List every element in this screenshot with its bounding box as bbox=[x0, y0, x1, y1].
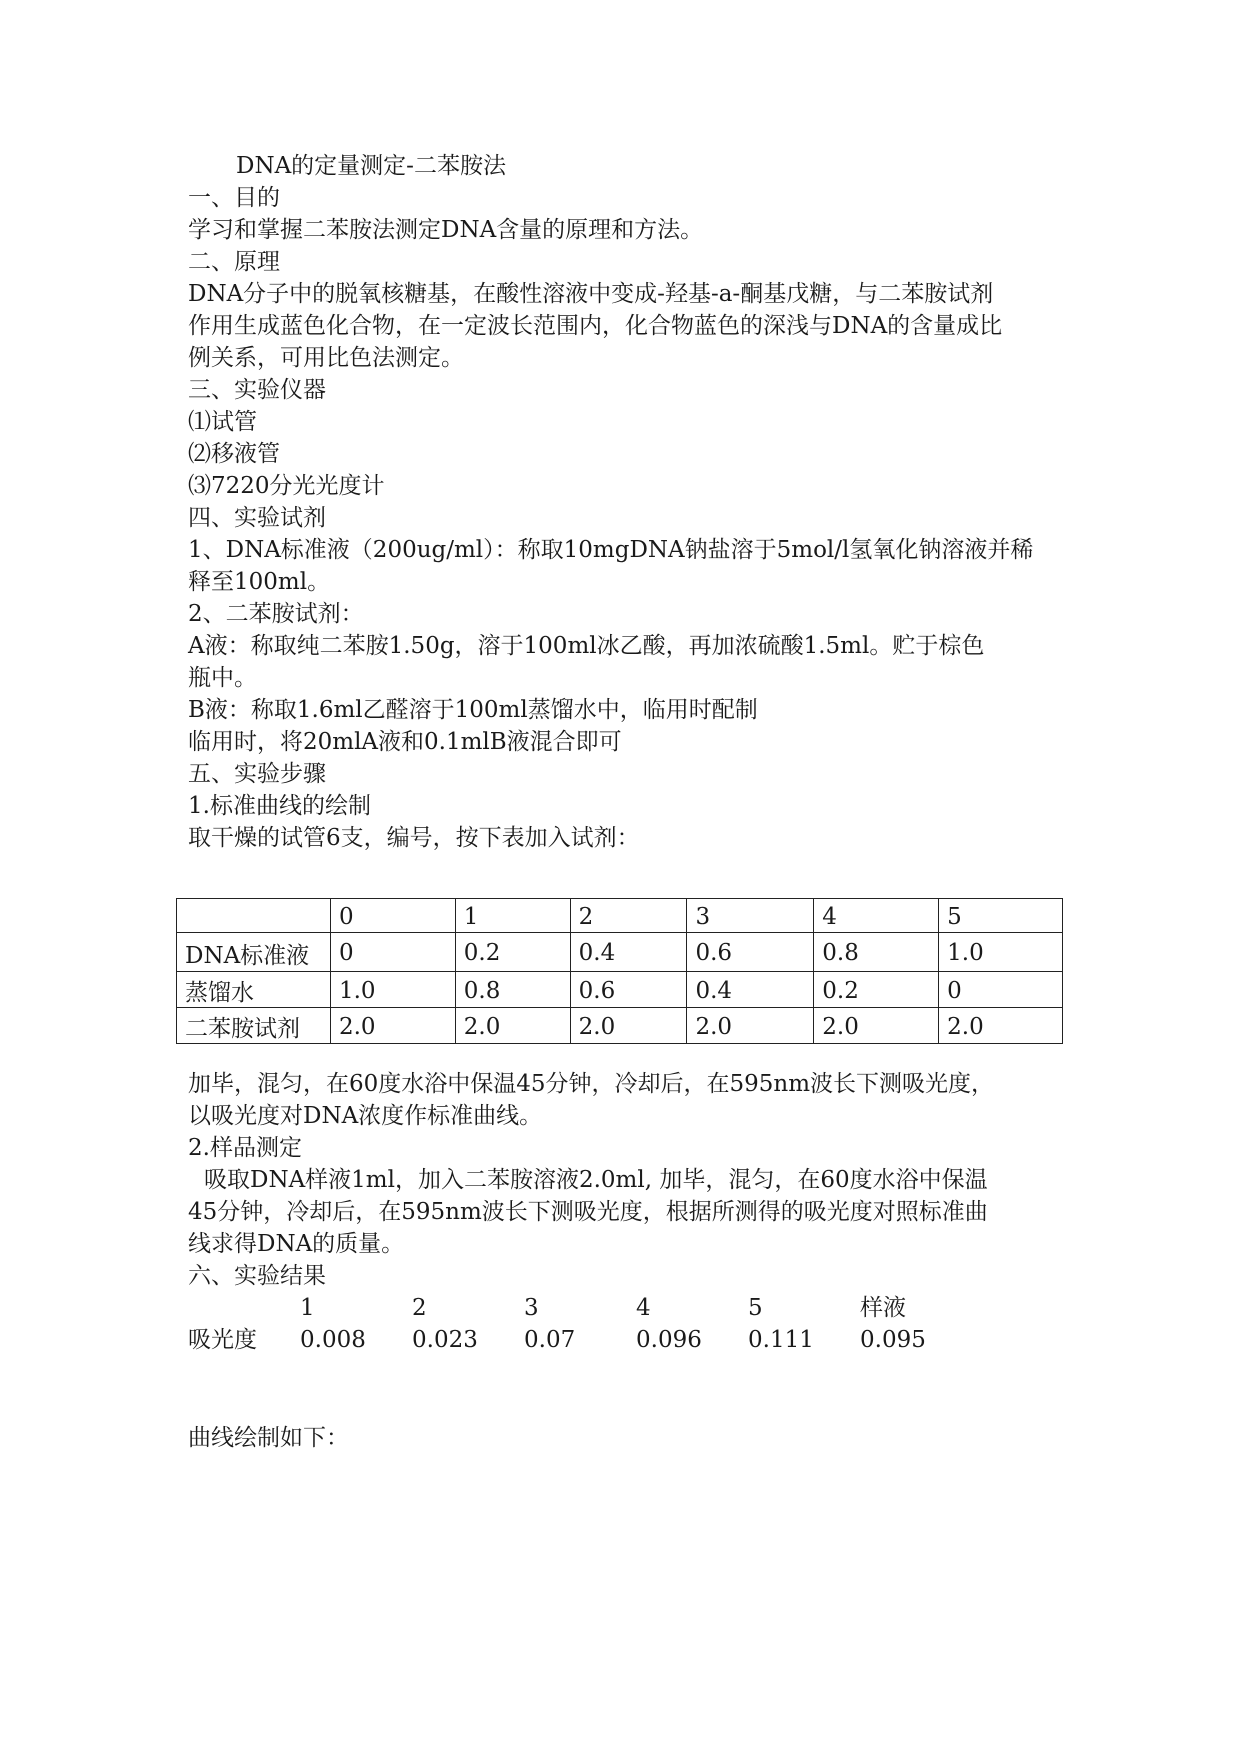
table-cell: 0.2 bbox=[814, 972, 939, 1008]
table-cell: 1.0 bbox=[330, 972, 455, 1008]
results-header-cell: 2 bbox=[412, 1295, 427, 1321]
after-table-line-1: 加毕，混匀，在60度水浴中保温45分钟，冷却后，在595nm波长下测吸光度， bbox=[188, 1071, 995, 1097]
section-heading-reagents: 四、实验试剂 bbox=[188, 505, 326, 531]
results-value-cell: 0.111 bbox=[748, 1327, 814, 1353]
table-cell: 2.0 bbox=[814, 1008, 939, 1044]
table-cell: DNA标准液 bbox=[177, 933, 331, 972]
mixing-text: 临用时，将20mlA液和0.1mlB液混合即可 bbox=[188, 729, 622, 755]
results-header-cell: 样液 bbox=[860, 1295, 906, 1321]
reagent-table bbox=[176, 898, 1063, 1044]
table-cell: 0.8 bbox=[455, 972, 570, 1008]
section-heading-principle: 二、原理 bbox=[188, 249, 280, 275]
table-cell: 5 bbox=[939, 899, 1063, 933]
table-row bbox=[177, 1008, 1063, 1044]
section-heading-instruments: 三、实验仪器 bbox=[188, 377, 326, 403]
table-cell: 0 bbox=[330, 899, 455, 933]
results-value-row bbox=[188, 1324, 1008, 1356]
results-row-label: 吸光度 bbox=[188, 1327, 257, 1353]
table-cell: 1.0 bbox=[939, 933, 1063, 972]
principle-line-2: 作用生成蓝色化合物，在一定波长范围内，化合物蓝色的深浅与DNA的含量成比 bbox=[188, 313, 1003, 339]
results-value-cell: 0.096 bbox=[636, 1327, 702, 1353]
table-header-row bbox=[177, 899, 1063, 933]
table-cell: 二苯胺试剂 bbox=[177, 1008, 331, 1044]
instrument-item: ⑴试管 bbox=[188, 409, 257, 435]
results-header-cell: 4 bbox=[636, 1295, 651, 1321]
table-cell: 2 bbox=[570, 899, 687, 933]
step-1-heading: 1.标准曲线的绘制 bbox=[188, 793, 371, 819]
section-heading-procedure: 五、实验步骤 bbox=[188, 761, 326, 787]
step-2-line-3: 线求得DNA的质量。 bbox=[188, 1231, 405, 1257]
step-1-text: 取干燥的试管6支，编号，按下表加入试剂： bbox=[188, 825, 640, 851]
table-cell: 0 bbox=[939, 972, 1063, 1008]
table-cell: 0 bbox=[330, 933, 455, 972]
section-heading-purpose: 一、目的 bbox=[188, 185, 280, 211]
instrument-item: ⑵移液管 bbox=[188, 441, 280, 467]
step-2-heading: 2.样品测定 bbox=[188, 1135, 302, 1161]
solution-a-line-1: A液：称取纯二苯胺1.50g，溶于100ml冰乙酸，再加浓硫酸1.5ml。贮于棕色 bbox=[188, 633, 985, 659]
instrument-item: ⑶7220分光光度计 bbox=[188, 473, 385, 499]
table-cell: 0.6 bbox=[687, 933, 814, 972]
results-value-cell: 0.07 bbox=[524, 1327, 576, 1353]
table-cell: 0.6 bbox=[570, 972, 687, 1008]
curve-caption: 曲线绘制如下： bbox=[188, 1425, 349, 1451]
table-cell: 2.0 bbox=[687, 1008, 814, 1044]
table-cell: 0.2 bbox=[455, 933, 570, 972]
table-row bbox=[177, 933, 1063, 972]
step-2-line-1: 吸取DNA样液1ml，加入二苯胺溶液2.0ml, 加毕，混匀，在60度水浴中保温 bbox=[204, 1167, 988, 1193]
table-cell: 2.0 bbox=[939, 1008, 1063, 1044]
results-header-cell: 3 bbox=[524, 1295, 539, 1321]
results-value-cell: 0.095 bbox=[860, 1327, 926, 1353]
principle-line-1: DNA分子中的脱氧核糖基，在酸性溶液中变成-羟基-a-酮基戊糖，与二苯胺试剂 bbox=[188, 281, 994, 307]
table-cell: 3 bbox=[687, 899, 814, 933]
solution-b-text: B液：称取1.6ml乙醛溶于100ml蒸馏水中，临用时配制 bbox=[188, 697, 758, 723]
purpose-text: 学习和掌握二苯胺法测定DNA含量的原理和方法。 bbox=[188, 217, 704, 243]
table-cell: 2.0 bbox=[455, 1008, 570, 1044]
results-header-cell: 1 bbox=[300, 1295, 315, 1321]
principle-line-3: 例关系，可用比色法测定。 bbox=[188, 345, 464, 371]
table-cell: 0.4 bbox=[687, 972, 814, 1008]
results-header-cell: 5 bbox=[748, 1295, 763, 1321]
step-2-line-2: 45分钟，冷却后，在595nm波长下测吸光度，根据所测得的吸光度对照标准曲 bbox=[188, 1199, 988, 1225]
solution-a-line-2: 瓶中。 bbox=[188, 665, 257, 691]
results-value-cell: 0.023 bbox=[412, 1327, 478, 1353]
results-header-row bbox=[188, 1292, 1008, 1324]
section-heading-results: 六、实验结果 bbox=[188, 1263, 326, 1289]
table-cell: 0.8 bbox=[814, 933, 939, 972]
table-row bbox=[177, 972, 1063, 1008]
reagent-1-line-2: 释至100ml。 bbox=[188, 569, 331, 595]
table-cell: 2.0 bbox=[330, 1008, 455, 1044]
table-cell: 0.4 bbox=[570, 933, 687, 972]
table-cell: 4 bbox=[814, 899, 939, 933]
table-cell: 2.0 bbox=[570, 1008, 687, 1044]
table-cell: 蒸馏水 bbox=[177, 972, 331, 1008]
after-table-line-2: 以吸光度对DNA浓度作标准曲线。 bbox=[188, 1103, 543, 1129]
reagent-2-heading: 2、二苯胺试剂： bbox=[188, 601, 364, 627]
reagent-1-line-1: 1、DNA标准液（200ug/ml）：称取10mgDNA钠盐溶于5mol/l氢氧化钠溶液并稀 bbox=[188, 537, 1034, 563]
table-cell bbox=[177, 899, 331, 933]
results-value-cell: 0.008 bbox=[300, 1327, 366, 1353]
table-cell: 1 bbox=[455, 899, 570, 933]
doc-title: DNA的定量测定-二苯胺法 bbox=[236, 153, 506, 179]
